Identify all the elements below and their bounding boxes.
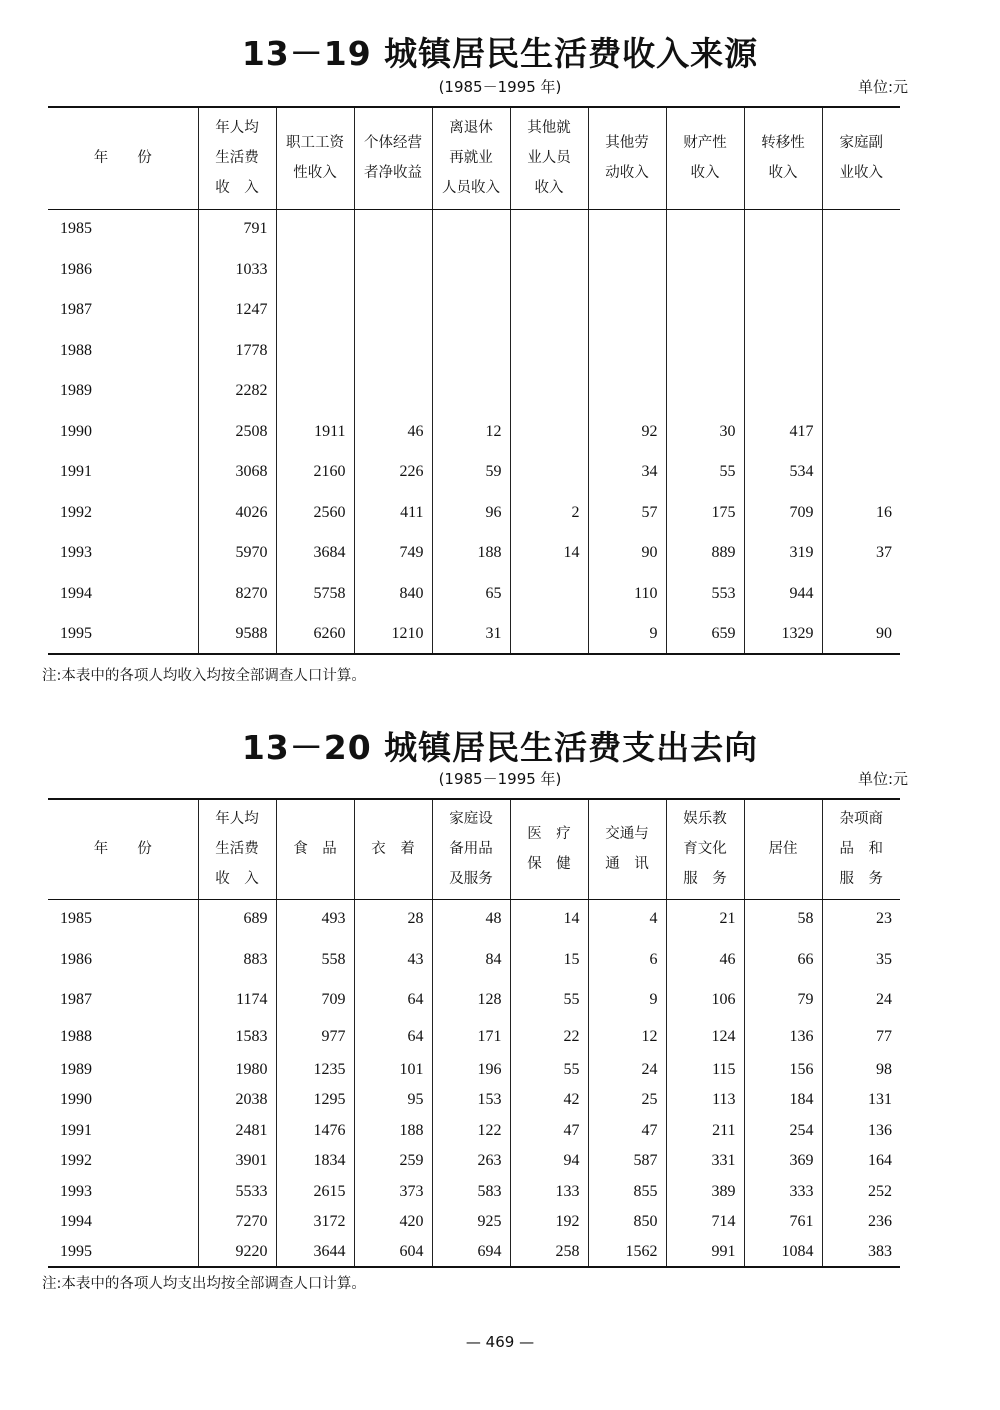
table-cell: 115 bbox=[666, 1054, 744, 1085]
table-cell: 2508 bbox=[198, 411, 276, 452]
table-cell: 5970 bbox=[198, 533, 276, 573]
row-year: 1995 bbox=[48, 1237, 198, 1267]
table-cell bbox=[822, 290, 900, 330]
column-header bbox=[588, 799, 666, 899]
table-cell: 1084 bbox=[744, 1237, 822, 1267]
table-cell: 47 bbox=[510, 1115, 588, 1146]
table1-note: 注:本表中的各项人均收入均按全部调查人口计算。 bbox=[42, 668, 366, 684]
column-header-label: 个体经营 者净收益 bbox=[364, 135, 422, 182]
table-cell bbox=[744, 249, 822, 290]
table-cell: 411 bbox=[354, 492, 432, 533]
column-header-label: 年人均 生活费 收 入 bbox=[215, 120, 259, 197]
table-cell: 14 bbox=[510, 533, 588, 573]
table-cell: 331 bbox=[666, 1146, 744, 1176]
table-row bbox=[48, 209, 900, 249]
table-cell: 55 bbox=[510, 980, 588, 1020]
table-cell: 90 bbox=[822, 614, 900, 654]
table1-unit: 单位:元 bbox=[857, 78, 908, 96]
table-cell: 2 bbox=[510, 492, 588, 533]
table-cell: 153 bbox=[432, 1085, 510, 1115]
table-cell: 95 bbox=[354, 1085, 432, 1115]
row-year: 1986 bbox=[60, 950, 92, 968]
table-cell bbox=[588, 290, 666, 330]
table-cell: 133 bbox=[510, 1176, 588, 1207]
table-cell bbox=[744, 371, 822, 411]
column-header-label: 年 份 bbox=[93, 841, 152, 858]
table-cell: 12 bbox=[588, 1020, 666, 1054]
column-header bbox=[354, 107, 432, 209]
table-cell bbox=[822, 411, 900, 452]
table-cell: 1980 bbox=[198, 1054, 276, 1085]
table-cell: 389 bbox=[666, 1176, 744, 1207]
table-cell: 369 bbox=[744, 1146, 822, 1176]
table-cell: 211 bbox=[666, 1115, 744, 1146]
row-year: 1985 bbox=[60, 220, 92, 238]
column-header bbox=[432, 799, 510, 899]
table-cell bbox=[354, 249, 432, 290]
row-year: 1993 bbox=[60, 544, 92, 561]
table2-unit: 单位:元 bbox=[857, 770, 908, 788]
table-cell bbox=[510, 573, 588, 614]
table-cell: 1235 bbox=[276, 1054, 354, 1085]
table-cell: 417 bbox=[744, 411, 822, 452]
table-cell: 333 bbox=[744, 1176, 822, 1207]
table-row bbox=[48, 411, 900, 452]
table-cell: 55 bbox=[666, 452, 744, 492]
table-cell bbox=[822, 452, 900, 492]
table-cell bbox=[354, 371, 432, 411]
table-cell: 35 bbox=[822, 939, 900, 980]
table-cell: 9 bbox=[588, 980, 666, 1020]
row-year: 1990 bbox=[60, 422, 92, 440]
table-cell bbox=[822, 371, 900, 411]
table-cell: 558 bbox=[276, 939, 354, 980]
table-cell: 34 bbox=[588, 452, 666, 492]
table2-subtitle: (1985－1995 年) bbox=[438, 770, 562, 788]
column-header bbox=[510, 107, 588, 209]
table-cell bbox=[510, 249, 588, 290]
row-year: 1994 bbox=[60, 584, 92, 602]
table-row bbox=[48, 573, 900, 614]
table-cell: 79 bbox=[744, 980, 822, 1020]
table-cell: 24 bbox=[588, 1054, 666, 1085]
table-cell: 25 bbox=[588, 1085, 666, 1115]
row-year: 1987 bbox=[60, 991, 92, 1008]
table-cell: 9 bbox=[588, 614, 666, 654]
table-cell: 128 bbox=[432, 980, 510, 1020]
table-cell: 122 bbox=[432, 1115, 510, 1146]
table-cell bbox=[432, 290, 510, 330]
table-row bbox=[48, 492, 900, 533]
table-cell: 94 bbox=[510, 1146, 588, 1176]
column-header bbox=[432, 107, 510, 209]
table-row bbox=[48, 1176, 900, 1207]
table-cell bbox=[744, 209, 822, 249]
table-cell bbox=[666, 290, 744, 330]
column-header-label: 年人均 生活费 收 入 bbox=[215, 811, 259, 888]
table-cell: 6 bbox=[588, 939, 666, 980]
table-cell: 98 bbox=[822, 1054, 900, 1085]
table-cell: 977 bbox=[276, 1020, 354, 1054]
column-header bbox=[276, 107, 354, 209]
table-row bbox=[48, 290, 900, 330]
row-year: 1989 bbox=[60, 1060, 92, 1078]
table-cell bbox=[354, 209, 432, 249]
table-cell: 188 bbox=[354, 1115, 432, 1146]
table-cell: 4026 bbox=[198, 492, 276, 533]
column-header bbox=[198, 799, 276, 899]
row-year: 1994 bbox=[60, 1213, 92, 1230]
table-cell: 110 bbox=[588, 573, 666, 614]
column-header-label: 衣 着 bbox=[371, 841, 415, 858]
table-cell: 373 bbox=[354, 1176, 432, 1207]
table-cell: 136 bbox=[822, 1115, 900, 1146]
column-header-label: 食 品 bbox=[293, 841, 337, 858]
table-row bbox=[48, 249, 900, 290]
table-cell: 659 bbox=[666, 614, 744, 654]
column-header bbox=[666, 107, 744, 209]
table-cell: 3644 bbox=[276, 1237, 354, 1267]
table-cell: 1834 bbox=[276, 1146, 354, 1176]
table1-title: 13－19 城镇居民生活费收入来源 bbox=[241, 34, 759, 73]
table-cell: 889 bbox=[666, 533, 744, 573]
column-header-label: 职工工资 性收入 bbox=[286, 135, 344, 182]
table-cell bbox=[510, 330, 588, 371]
table-cell: 66 bbox=[744, 939, 822, 980]
table-cell: 9220 bbox=[198, 1237, 276, 1267]
row-year: 1991 bbox=[60, 463, 92, 480]
table-cell: 2282 bbox=[198, 371, 276, 411]
table-cell: 113 bbox=[666, 1085, 744, 1115]
table-row bbox=[48, 371, 900, 411]
row-year: 1992 bbox=[60, 1152, 92, 1169]
table-cell bbox=[744, 290, 822, 330]
table-row bbox=[48, 1085, 900, 1115]
table-row bbox=[48, 939, 900, 980]
table-cell: 991 bbox=[666, 1237, 744, 1267]
table-cell bbox=[588, 209, 666, 249]
table-cell bbox=[276, 330, 354, 371]
row-year: 1989 bbox=[60, 382, 92, 399]
table-cell bbox=[510, 290, 588, 330]
table2-title: 13－20 城镇居民生活费支出去向 bbox=[241, 728, 759, 767]
table-cell: 694 bbox=[432, 1237, 510, 1267]
table-cell: 92 bbox=[588, 411, 666, 452]
table-cell bbox=[510, 371, 588, 411]
column-header bbox=[354, 799, 432, 899]
table-cell bbox=[822, 249, 900, 290]
page-number: — 469 — bbox=[465, 1333, 535, 1351]
table-cell: 84 bbox=[432, 939, 510, 980]
table-cell: 1329 bbox=[744, 614, 822, 654]
table-cell: 2481 bbox=[198, 1115, 276, 1146]
table-cell bbox=[354, 290, 432, 330]
table-cell: 3068 bbox=[198, 452, 276, 492]
table-cell: 714 bbox=[666, 1207, 744, 1237]
table-cell: 15 bbox=[510, 939, 588, 980]
table-cell: 1476 bbox=[276, 1115, 354, 1146]
table-cell: 46 bbox=[666, 939, 744, 980]
table-cell: 164 bbox=[822, 1146, 900, 1176]
table-cell: 136 bbox=[744, 1020, 822, 1054]
table-cell: 42 bbox=[510, 1085, 588, 1115]
table-cell bbox=[588, 249, 666, 290]
table-cell bbox=[510, 209, 588, 249]
table-cell: 3901 bbox=[198, 1146, 276, 1176]
table-cell: 749 bbox=[354, 533, 432, 573]
column-header-year bbox=[48, 107, 198, 209]
table-cell: 604 bbox=[354, 1237, 432, 1267]
column-header bbox=[588, 107, 666, 209]
table-row bbox=[48, 1020, 900, 1054]
column-header-label: 居住 bbox=[768, 841, 798, 858]
income-source-table bbox=[48, 106, 900, 655]
row-year: 1986 bbox=[60, 260, 92, 278]
table-row bbox=[48, 533, 900, 573]
table-cell: 709 bbox=[276, 980, 354, 1020]
table-cell: 77 bbox=[822, 1020, 900, 1054]
column-header bbox=[198, 107, 276, 209]
table-cell bbox=[432, 249, 510, 290]
table-cell: 1778 bbox=[198, 330, 276, 371]
table-cell: 8270 bbox=[198, 573, 276, 614]
column-header bbox=[822, 799, 900, 899]
table-cell: 59 bbox=[432, 452, 510, 492]
row-year: 1988 bbox=[60, 1028, 92, 1045]
table-cell: 252 bbox=[822, 1176, 900, 1207]
table-row bbox=[48, 1115, 900, 1146]
row-year: 1988 bbox=[60, 341, 92, 359]
table-row bbox=[48, 1146, 900, 1176]
table-cell: 259 bbox=[354, 1146, 432, 1176]
table-cell: 791 bbox=[198, 209, 276, 249]
table-cell: 2160 bbox=[276, 452, 354, 492]
column-header-label: 其他就 业人员 收入 bbox=[527, 120, 571, 197]
table-cell: 175 bbox=[666, 492, 744, 533]
column-header bbox=[744, 799, 822, 899]
column-header-label: 家庭副 业收入 bbox=[839, 135, 883, 182]
table-cell: 1295 bbox=[276, 1085, 354, 1115]
table-cell: 2038 bbox=[198, 1085, 276, 1115]
table-cell: 47 bbox=[588, 1115, 666, 1146]
expenditure-table bbox=[48, 798, 900, 1268]
table-cell: 124 bbox=[666, 1020, 744, 1054]
table-cell: 30 bbox=[666, 411, 744, 452]
table-cell bbox=[432, 330, 510, 371]
column-header bbox=[510, 799, 588, 899]
table-header-row bbox=[48, 107, 900, 209]
table-cell: 6260 bbox=[276, 614, 354, 654]
table-cell bbox=[432, 209, 510, 249]
table-cell bbox=[354, 330, 432, 371]
table-row bbox=[48, 614, 900, 654]
table-cell: 28 bbox=[354, 899, 432, 939]
column-header bbox=[276, 799, 354, 899]
table-cell: 226 bbox=[354, 452, 432, 492]
table-row bbox=[48, 1207, 900, 1237]
table-cell bbox=[666, 371, 744, 411]
table-cell bbox=[588, 371, 666, 411]
table-cell: 850 bbox=[588, 1207, 666, 1237]
table-cell: 258 bbox=[510, 1237, 588, 1267]
table-cell: 22 bbox=[510, 1020, 588, 1054]
table-cell: 16 bbox=[822, 492, 900, 533]
table-cell: 23 bbox=[822, 899, 900, 939]
column-header-label: 转移性 收入 bbox=[761, 135, 805, 182]
table-cell: 37 bbox=[822, 533, 900, 573]
table-cell bbox=[666, 330, 744, 371]
table-cell: 3684 bbox=[276, 533, 354, 573]
column-header-label: 财产性 收入 bbox=[683, 135, 727, 182]
table-cell: 43 bbox=[354, 939, 432, 980]
table-cell: 96 bbox=[432, 492, 510, 533]
table-row bbox=[48, 452, 900, 492]
table-cell: 131 bbox=[822, 1085, 900, 1115]
table-cell: 46 bbox=[354, 411, 432, 452]
table-cell: 57 bbox=[588, 492, 666, 533]
table-cell: 1210 bbox=[354, 614, 432, 654]
table-cell: 254 bbox=[744, 1115, 822, 1146]
column-header-label: 其他劳 动收入 bbox=[605, 135, 649, 182]
table-cell: 31 bbox=[432, 614, 510, 654]
table-cell: 383 bbox=[822, 1237, 900, 1267]
table-cell bbox=[510, 452, 588, 492]
table-cell: 925 bbox=[432, 1207, 510, 1237]
table-cell: 184 bbox=[744, 1085, 822, 1115]
table-cell: 14 bbox=[510, 899, 588, 939]
table-cell: 106 bbox=[666, 980, 744, 1020]
table-cell: 21 bbox=[666, 899, 744, 939]
table-cell: 64 bbox=[354, 980, 432, 1020]
table-cell: 689 bbox=[198, 899, 276, 939]
table-cell: 1174 bbox=[198, 980, 276, 1020]
table1-subtitle: (1985－1995 年) bbox=[438, 78, 562, 96]
table-row bbox=[48, 980, 900, 1020]
table-row bbox=[48, 899, 900, 939]
table-cell: 1247 bbox=[198, 290, 276, 330]
table-cell: 4 bbox=[588, 899, 666, 939]
table-cell: 171 bbox=[432, 1020, 510, 1054]
table-cell: 420 bbox=[354, 1207, 432, 1237]
table-cell: 12 bbox=[432, 411, 510, 452]
row-year: 1995 bbox=[48, 614, 198, 654]
table-header-row bbox=[48, 799, 900, 899]
table-cell: 1583 bbox=[198, 1020, 276, 1054]
table-cell bbox=[666, 209, 744, 249]
table-cell: 188 bbox=[432, 533, 510, 573]
table-cell: 236 bbox=[822, 1207, 900, 1237]
column-header-label: 杂项商 品 和 服 务 bbox=[839, 811, 883, 888]
table-cell bbox=[822, 209, 900, 249]
column-header-label: 交通与 通 讯 bbox=[605, 826, 649, 873]
table-cell: 5533 bbox=[198, 1176, 276, 1207]
table-cell: 319 bbox=[744, 533, 822, 573]
table-cell: 709 bbox=[744, 492, 822, 533]
table-row bbox=[48, 1237, 900, 1267]
table-cell bbox=[588, 330, 666, 371]
table-cell: 101 bbox=[354, 1054, 432, 1085]
table-cell: 761 bbox=[744, 1207, 822, 1237]
table-cell: 65 bbox=[432, 573, 510, 614]
table-cell: 263 bbox=[432, 1146, 510, 1176]
table-cell bbox=[744, 330, 822, 371]
table-cell: 553 bbox=[666, 573, 744, 614]
row-year: 1985 bbox=[60, 910, 92, 928]
row-year: 1987 bbox=[60, 301, 92, 318]
table-cell: 855 bbox=[588, 1176, 666, 1207]
table-cell: 534 bbox=[744, 452, 822, 492]
table-cell: 2615 bbox=[276, 1176, 354, 1207]
table-cell: 493 bbox=[276, 899, 354, 939]
column-header-label: 离退休 再就业 人员收入 bbox=[442, 120, 500, 197]
table-cell: 48 bbox=[432, 899, 510, 939]
row-year: 1993 bbox=[60, 1182, 92, 1200]
table-cell: 3172 bbox=[276, 1207, 354, 1237]
table-cell: 156 bbox=[744, 1054, 822, 1085]
table-cell: 1562 bbox=[588, 1237, 666, 1267]
table-cell bbox=[510, 614, 588, 654]
column-header bbox=[744, 107, 822, 209]
table-cell: 2560 bbox=[276, 492, 354, 533]
table-cell bbox=[276, 249, 354, 290]
row-year: 1991 bbox=[60, 1121, 92, 1139]
table-cell bbox=[822, 573, 900, 614]
table-cell: 9588 bbox=[198, 614, 276, 654]
table-cell: 583 bbox=[432, 1176, 510, 1207]
table-cell: 58 bbox=[744, 899, 822, 939]
table-row bbox=[48, 1054, 900, 1085]
table-cell: 192 bbox=[510, 1207, 588, 1237]
table-cell: 196 bbox=[432, 1054, 510, 1085]
column-header bbox=[666, 799, 744, 899]
table-cell: 944 bbox=[744, 573, 822, 614]
table-cell: 5758 bbox=[276, 573, 354, 614]
table-cell: 7270 bbox=[198, 1207, 276, 1237]
column-header-label: 年 份 bbox=[93, 150, 152, 167]
table-cell bbox=[276, 371, 354, 411]
table-cell: 24 bbox=[822, 980, 900, 1020]
table-cell bbox=[822, 330, 900, 371]
table-cell: 55 bbox=[510, 1054, 588, 1085]
table-cell: 1911 bbox=[276, 411, 354, 452]
table-row bbox=[48, 330, 900, 371]
table-cell: 587 bbox=[588, 1146, 666, 1176]
column-header-year bbox=[48, 799, 198, 899]
table-cell bbox=[276, 209, 354, 249]
row-year: 1990 bbox=[60, 1091, 92, 1108]
table-cell: 1033 bbox=[198, 249, 276, 290]
table-cell bbox=[510, 411, 588, 452]
table2-note: 注:本表中的各项人均支出均按全部调查人口计算。 bbox=[42, 1276, 366, 1292]
table-cell bbox=[432, 371, 510, 411]
table-cell: 840 bbox=[354, 573, 432, 614]
table-cell bbox=[276, 290, 354, 330]
row-year: 1992 bbox=[60, 503, 92, 521]
table-cell bbox=[666, 249, 744, 290]
table-cell: 90 bbox=[588, 533, 666, 573]
column-header-label: 医 疗 保 健 bbox=[527, 826, 571, 873]
column-header-label: 家庭设 备用品 及服务 bbox=[449, 811, 493, 888]
table-cell: 64 bbox=[354, 1020, 432, 1054]
column-header-label: 娱乐教 育文化 服 务 bbox=[683, 811, 727, 888]
column-header bbox=[822, 107, 900, 209]
table-cell: 883 bbox=[198, 939, 276, 980]
